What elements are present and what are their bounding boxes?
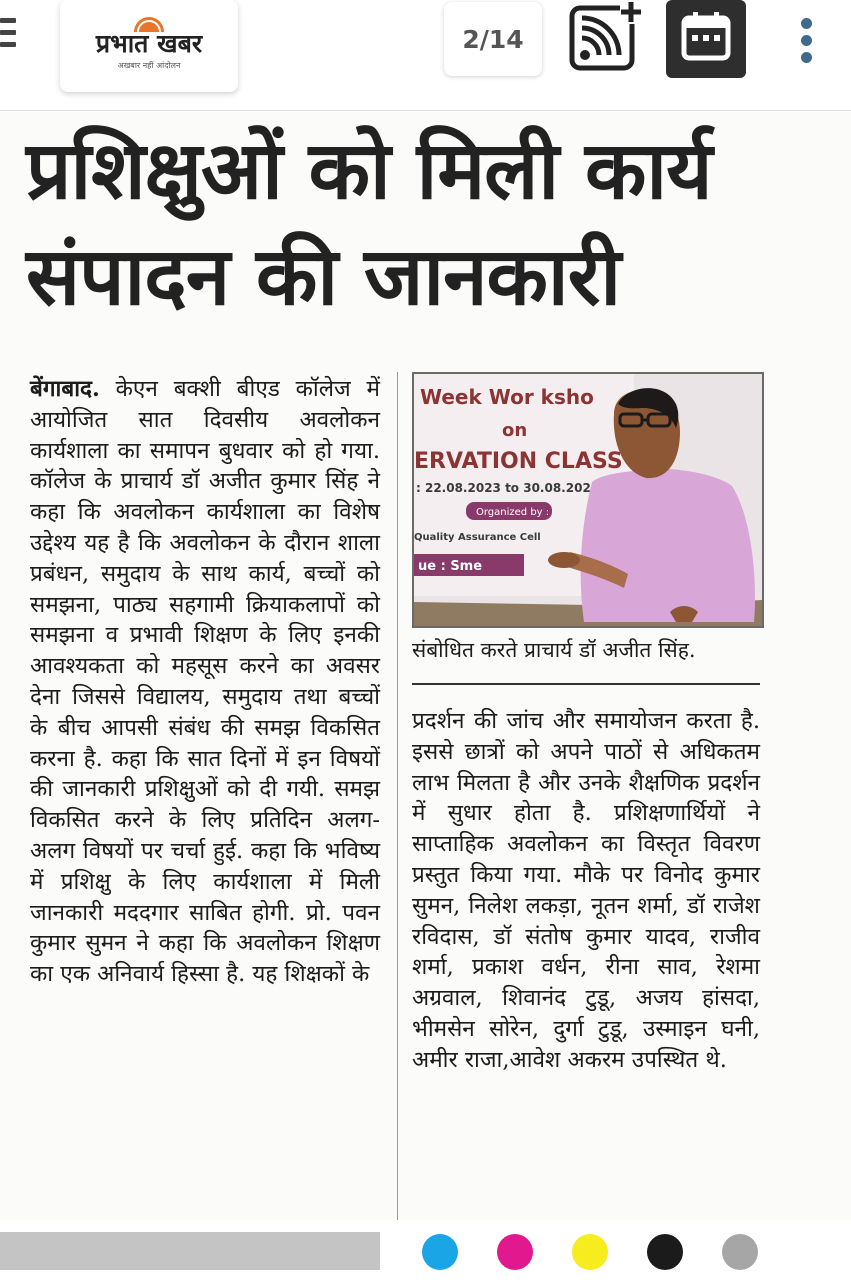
logo-button[interactable] bbox=[60, 0, 238, 92]
photo-illustration bbox=[414, 374, 762, 626]
article-photo bbox=[412, 372, 764, 628]
banner-line-3: ERVATION CLASS bbox=[414, 449, 623, 474]
gray-scale-bar bbox=[0, 1232, 380, 1270]
color-swatch-magenta bbox=[497, 1234, 533, 1270]
calendar-button[interactable] bbox=[666, 0, 746, 78]
caption-divider bbox=[412, 683, 760, 685]
color-swatch-cyan bbox=[422, 1234, 458, 1270]
column-divider bbox=[397, 372, 398, 1222]
article-headline bbox=[26, 118, 826, 330]
color-swatch-yellow bbox=[572, 1234, 608, 1270]
rss-add-icon[interactable] bbox=[568, 0, 642, 72]
banner-line-5: Organized by : bbox=[476, 507, 550, 518]
right-column-body: प्रदर्शन की जांच और समायोजन करता है. इससे छात्रों को अपने पाठों से अधिकतम लाभ मिलता है और उनके शैक्षणिक प्रदर्शन में सुधार होता है. प्रशिक्षणार्थियों ने साप्ताहिक अवलोकन का विस्तृत विवरण प्रस्तुत किया गया. मौके पर विनोद कुमार सुमन, निलेश लकड़ा, नूतन शर्मा, डॉ राजेश रविदास, डॉ संतोष कुमार यादव, राजीव शर्मा, प्रकाश वर्धन, रीना साव, रेशमा अग्रवाल, शिवानंद टुडू, अजय हांसदा, भीमसेन सोरेन, दुर्गा टुडू, उस्माइन घनी, अमीर राजा,आवेश अकरम उपस्थित थे. bbox=[412, 708, 760, 1073]
calendar-icon bbox=[666, 0, 746, 78]
page-counter[interactable]: 2/14 bbox=[444, 2, 542, 76]
app-header bbox=[0, 0, 851, 111]
headline-line-2: संपादन की जानकारी bbox=[26, 230, 621, 323]
dateline: बेंगाबाद. bbox=[30, 376, 100, 402]
banner-line-7: ue : Sme bbox=[418, 559, 483, 574]
color-swatch-gray bbox=[722, 1234, 758, 1270]
banner-line-2: on bbox=[502, 420, 528, 441]
color-swatch-black bbox=[647, 1234, 683, 1270]
logo-text: प्रभात खबर bbox=[95, 29, 203, 58]
banner-line-1: Week Wor ksho bbox=[420, 385, 594, 409]
banner-line-4: : 22.08.2023 to 30.08.202 bbox=[416, 481, 591, 495]
logo-tagline: अखबार नहीं आंदोलन bbox=[117, 61, 181, 70]
photo-caption: संबोधित करते प्राचार्य डॉ अजीत सिंह. bbox=[412, 638, 696, 662]
left-column-body: केएन बक्शी बीएड कॉलेज में आयोजित सात दिवसीय अवलोकन कार्यशाला का समापन बुधवार को हो गया. कॉलेज के प्राचार्य डॉ अजीत कुमार सिंह ने कहा कि अवलोकन कार्यशाला का विशेष उद्देश्य यह है कि अवलोकन के दौरान शाला प्रबंधन, समुदाय के साथ कार्य, बच्चों को समझना, पाठ्य सहगामी क्रियाकलापों को समझना व प्रभावी शिक्षण के लिए इनकी आवश्यकता को महसूस करने का अवसर देना जिससे विद्यालय, समुदाय तथा बच्चों के बीच आपसी संबंध की समझ विकसित करना है. कहा कि सात दिनों में इन विषयों की जानकारी प्रशिक्षुओं को दी गयी. समझ विकसित करने के लिए प्रतिदिन अलग-अलग विषयों पर चर्चा हुई. कहा कि भविष्य में प्रशिक्षु के लिए कार्यशाला में मिली जानकारी मददगार साबित होगी. प्रो. पवन कुमार सुमन ने कहा कि अवलोकन शिक्षण का एक अनिवार्य हिस्सा है. यह शिक्षकों के bbox=[30, 376, 380, 988]
headline-line-1: प्रशिक्षुओं को मिली कार्य bbox=[26, 124, 712, 217]
more-vertical-icon[interactable] bbox=[796, 18, 816, 70]
banner-line-6: Quality Assurance Cell bbox=[414, 532, 541, 543]
article-right-column bbox=[412, 706, 760, 1076]
color-registration-strip bbox=[0, 1220, 851, 1280]
hamburger-icon[interactable] bbox=[0, 18, 16, 54]
article-left-column bbox=[30, 374, 380, 990]
